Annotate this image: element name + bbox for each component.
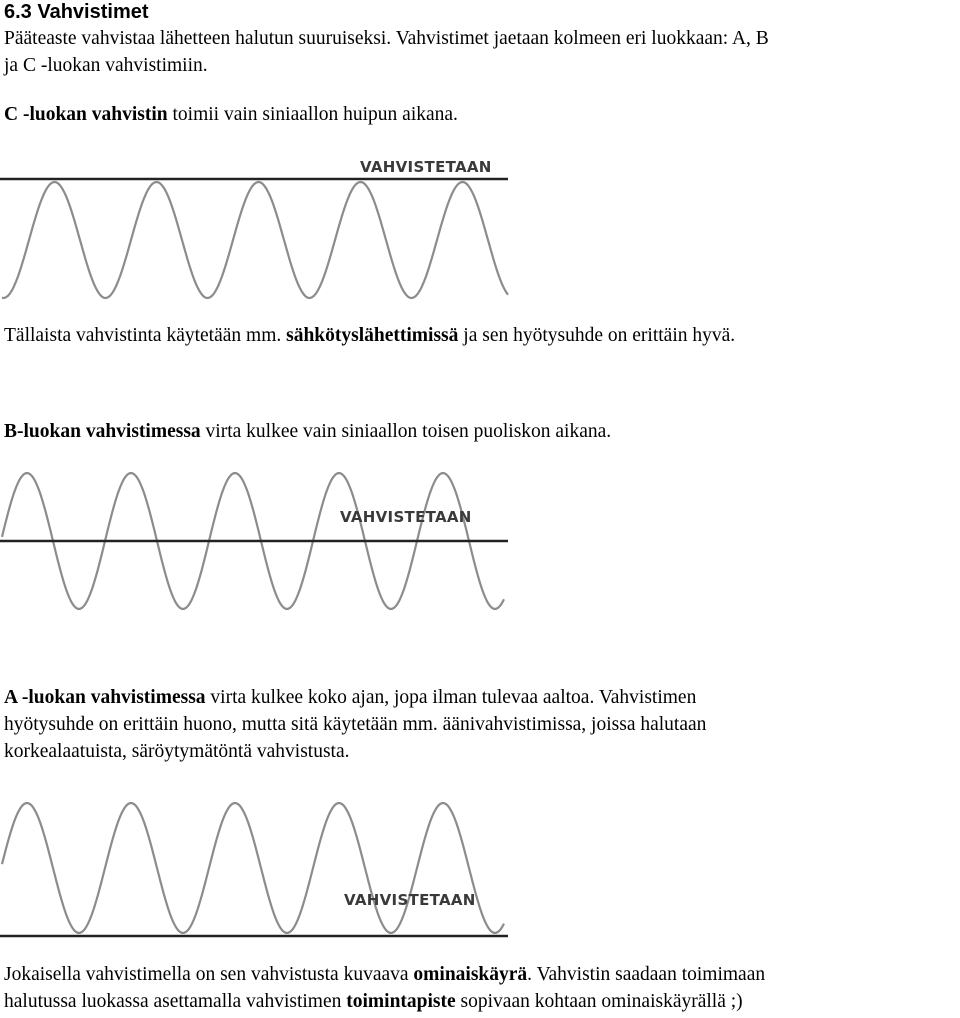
closing-line-2: halutussa luokassa asettamalla vahvistimen toimintapiste sopivaan kohtaan ominaiskäyrällä ;) [4, 991, 743, 1012]
a-class-description-line-1: A -luokan vahvistimessa virta kulkee koko ajan, jopa ilman tulevaa aaltoa. Vahvistimen [4, 687, 697, 708]
b-class-description [4, 418, 611, 445]
b-class-waveform-figure [0, 464, 520, 620]
intro-line-2: ja C -luokan vahvistimiin. [4, 55, 208, 76]
b-class-figure-label: VAHVISTETAAN [340, 508, 472, 526]
intro-line-1: Pääteaste vahvistaa lähetteen halutun suuruiseksi. Vahvistimet jaetaan kolmeen eri luokkaan: A, B [4, 28, 769, 49]
a-class-figure-label: VAHVISTETAAN [344, 891, 476, 909]
c-class-term: C -luokan vahvistin [4, 104, 168, 125]
c-class-usage: Tällaista vahvistinta käytetään mm. sähkötyslähettimissä ja sen hyötysuhde on erittäin hyvä. [4, 325, 736, 346]
closing-line-1: Jokaisella vahvistimella on sen vahvistusta kuvaava ominaiskäyrä. Vahvistin saadaan toimimaan [4, 964, 766, 985]
section-heading: 6.3 Vahvistimet [4, 1, 149, 23]
a-class-waveform-figure [0, 786, 520, 946]
c-class-waveform-figure [0, 148, 520, 304]
a-class-description-line-3: korkealaatuista, säröytymätöntä vahvistusta. [4, 741, 350, 762]
characteristic-curve-term: ominaiskäyrä [413, 964, 528, 985]
c-class-description [4, 101, 458, 128]
usage-term: sähkötyslähettimissä [286, 325, 459, 346]
a-class-term: A -luokan vahvistimessa [4, 687, 206, 708]
b-class-term: B-luokan vahvistimessa [4, 421, 201, 442]
operating-point-term: toimintapiste [346, 991, 456, 1012]
c-class-text: toimii vain siniaallon huipun aikana. [167, 104, 458, 125]
c-class-sine-wave [2, 182, 508, 298]
c-class-figure-label: VAHVISTETAAN [360, 158, 492, 176]
a-class-description-line-2: hyötysuhde on erittäin huono, mutta sitä käytetään mm. äänivahvistimissa, joissa halutaan [4, 714, 707, 735]
a-class-sine-wave [2, 803, 504, 933]
b-class-text: virta kulkee vain siniaallon toisen puoliskon aikana. [200, 421, 612, 442]
